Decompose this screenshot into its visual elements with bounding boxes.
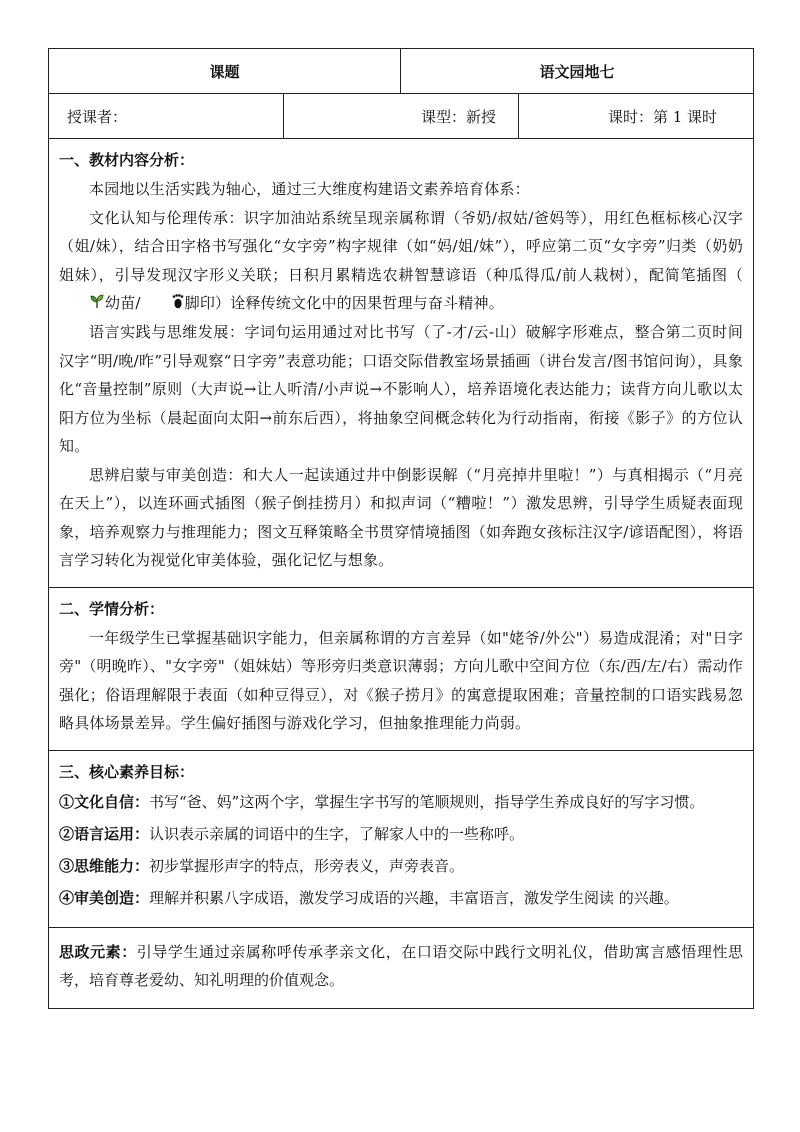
intro-paragraph: 本园地以生活实践为轴心，通过三大维度构建语文素养培育体系： (89, 180, 530, 198)
header-row (49, 49, 754, 94)
goal-item (59, 851, 743, 881)
goal-item (59, 883, 743, 913)
language-paragraph: 语言实践与思维发展：字词句运用通过对比书写（了-才/云-山）破解字形难点，整合第二页时间汉字“明/晚/昨”引导观察“日字旁”表意功能；口语交际借教室场景插画（讲台发言/图书馆问询），具象化“音量控制”原则（大声说→让人听清/小声说→不影响人），培养语境化表达能力；读背方向儿歌以太阳方位为坐标（晨起面向太阳→前东后西），将抽象空间概念转化为行动指南，衔接《影子》的方位认知。 (59, 323, 744, 456)
section-title: 一、教材内容分析： (59, 151, 195, 169)
sprout-label: 幼苗/ (105, 294, 141, 312)
sprout-icon (59, 290, 105, 319)
goal-item (59, 819, 743, 849)
thinking-paragraph: 思辨启蒙与审美创造：和大人一起读通过井中倒影误解（“月亮掉井里啦！”）与真相揭示（“月亮在天上”），以连环画式插图（猴子倒挂捞月）和拟声词（“糟啦！”）激发思辨，引导学生质疑表面现象，培养观察力与推理能力；图文互释策略全书贯穿情境插图（如奔跑女孩标注汉字/谚语配图），将语言学习转化为视觉化审美体验，强化记忆与想象。 (59, 465, 744, 570)
goal-text: 初步掌握形声字的特点，形旁表义，声旁表音。 (149, 856, 465, 875)
goal-label: ③思维能力： (59, 856, 150, 875)
goal-text: 理解并积累八字成语，激发学习成语的兴趣，丰富语言，激发学生阅读 的兴趣。 (149, 888, 679, 907)
footprint-icon (141, 290, 185, 319)
lesson-type-field: 课型：新授 (284, 94, 519, 139)
lesson-plan-table (48, 48, 754, 1009)
section-textbook-analysis (49, 139, 754, 588)
goal-text: 认识表示亲属的词语中的生字，了解家人中的一些称呼。 (149, 824, 525, 843)
section-title: 二、学情分析： (59, 599, 165, 618)
teacher-field: 授课者： (49, 94, 284, 139)
sizheng-text: 引导学生通过亲属称呼传承孝亲文化，在口语交际中践行文明礼仪，借助寓言感悟理性思考，培育尊老爱幼、知礼明理的价值观念。 (59, 942, 744, 989)
meta-row (49, 94, 754, 139)
section-core-goals (49, 750, 754, 927)
learner-paragraph: 一年级学生已掌握基础识字能力，但亲属称谓的方言差异（如"姥爷/外公"）易造成混淆；对"日字旁"（明晚昨）、"女字旁"（姐妹姑）等形旁归类意识薄弱；方向儿歌中空间方位（东/西/左/右）需动作强化；俗语理解限于表面（如种豆得豆），对《猴子捞月》的寓意提取困难；音量控制的口语实践易忽略具体场景差异。学生偏好插图与游戏化学习，但抽象推理能力尚弱。 (59, 628, 744, 733)
section-title: 三、核心素养目标： (59, 762, 195, 781)
section-learner-analysis (49, 587, 754, 750)
goal-label: ①文化自信： (59, 792, 150, 811)
goal-label: ④审美创造： (59, 888, 150, 907)
goal-label: ②语言运用： (59, 824, 150, 843)
footprint-text: 脚印）诠释传统文化中的因果哲理与奋斗精神。 (184, 294, 504, 312)
sizheng-label: 思政元素： (59, 942, 137, 961)
section-sizheng (49, 927, 754, 1008)
goal-item (59, 787, 743, 817)
period-field: 课时：第 1 课时 (519, 94, 754, 139)
subject-value: 语文园地七 (401, 49, 754, 94)
subject-label: 课题 (49, 49, 401, 94)
goal-text: 书写“爸、妈”这两个字，掌握生字书写的笔顺规则，指导学生养成良好的写字习惯。 (149, 792, 705, 811)
culture-text: 文化认知与伦理传承：识字加油站系统呈现亲属称谓（爷奶/叔姑/爸妈等），用红色框标核心汉字（姐/妹），结合田字格书写强化“女字旁”构字规律（如“妈/姐/妹”），呼应第二页“女字旁”归类（奶奶姐妹），引导发现汉字形义关联；日积月累精选农耕智慧谚语（种瓜得瓜/前人栽树），配简笔插图（ (59, 208, 744, 284)
culture-paragraph (59, 204, 743, 319)
